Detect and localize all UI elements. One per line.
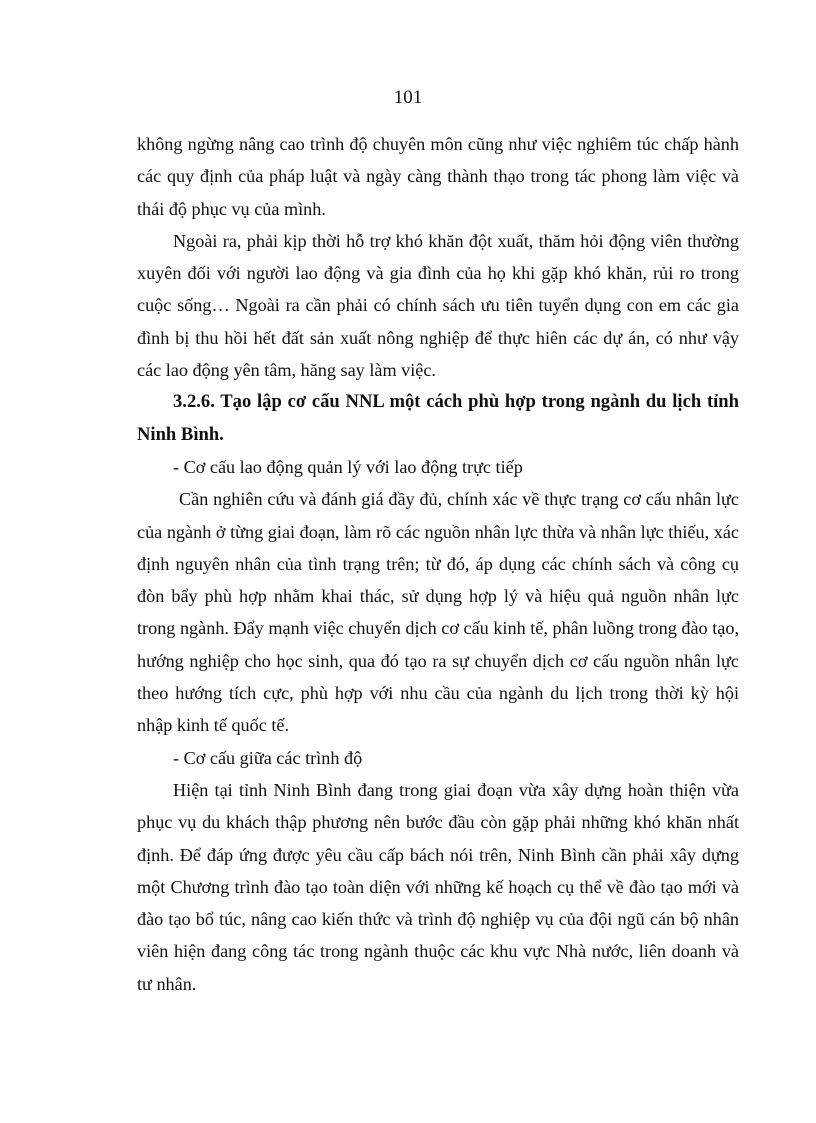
paragraph-continuation: không ngừng nâng cao trình độ chuyên môn cũng như việc nghiêm túc chấp hành các quy định của pháp luật và ngày càng thành thạo trong tác phong làm việc và thái độ phục vụ của mình.: [137, 134, 739, 219]
subheading-qualification-structure: - Cơ cấu giữa các trình độ: [173, 747, 363, 768]
page-number: 101: [393, 87, 423, 108]
section-heading: 3.2.6. Tạo lập cơ cấu NNL một cách phù hợp trong ngành du lịch tỉnh Ninh Bình.: [137, 391, 739, 445]
paragraph-training-program: Hiện tại tỉnh Ninh Bình đang trong giai đoạn vừa xây dựng hoàn thiện vừa phục vụ du khách thập phương nên bước đầu còn gặp phải những khó khăn nhất định. Để đáp ứng được yêu cầu cấp bách nói trên, Ninh Bình cần phải xây dựng một Chương trình đào tạo toàn diện với những kế hoạch cụ thể về đào tạo mới và đào tạo bổ túc, nâng cao kiến thức và trình độ nghiệp vụ của đội ngũ cán bộ nhân viên hiện đang công tác trong ngành thuộc các khu vực Nhà nước, liên doanh và tư nhân.: [137, 779, 739, 994]
document-body: [137, 128, 739, 1000]
paragraph-structure-research: Cần nghiên cứu và đánh giá đầy đủ, chính xác về thực trạng cơ cấu nhân lực của ngành ở từng giai đoạn, làm rõ các nguồn nhân lực thừa và nhân lực thiếu, xác định nguyên nhân của tình trạng trên; từ đó, áp dụng các chính sách và công cụ đòn bẩy phù hợp nhằm khai thác, sử dụng hợp lý và hiệu quả nguồn nhân lực trong ngành. Đẩy mạnh việc chuyển dịch cơ cấu kinh tế, phân luồng trong đào tạo, hướng nghiệp cho học sinh, qua đó tạo ra sự chuyển dịch cơ cấu nguồn nhân lực theo hướng tích cực, phù hợp với nhu cầu của ngành du lịch trong thời kỳ hội nhập kinh tế quốc tế.: [137, 489, 739, 736]
subheading-management-structure: - Cơ cấu lao động quản lý với lao động trực tiếp: [173, 456, 523, 477]
paragraph-support-workers: Ngoài ra, phải kịp thời hỗ trợ khó khăn đột xuất, thăm hỏi động viên thường xuyên đối với người lao động và gia đình của họ khi gặp khó khăn, rủi ro trong cuộc sống… Ngoài ra cần phải có chính sách ưu tiên tuyển dụng con em các gia đình bị thu hồi hết đất sản xuất nông nghiệp để thực hiên các dự án, có như vậy các lao động yên tâm, hăng say làm việc.: [137, 230, 739, 381]
